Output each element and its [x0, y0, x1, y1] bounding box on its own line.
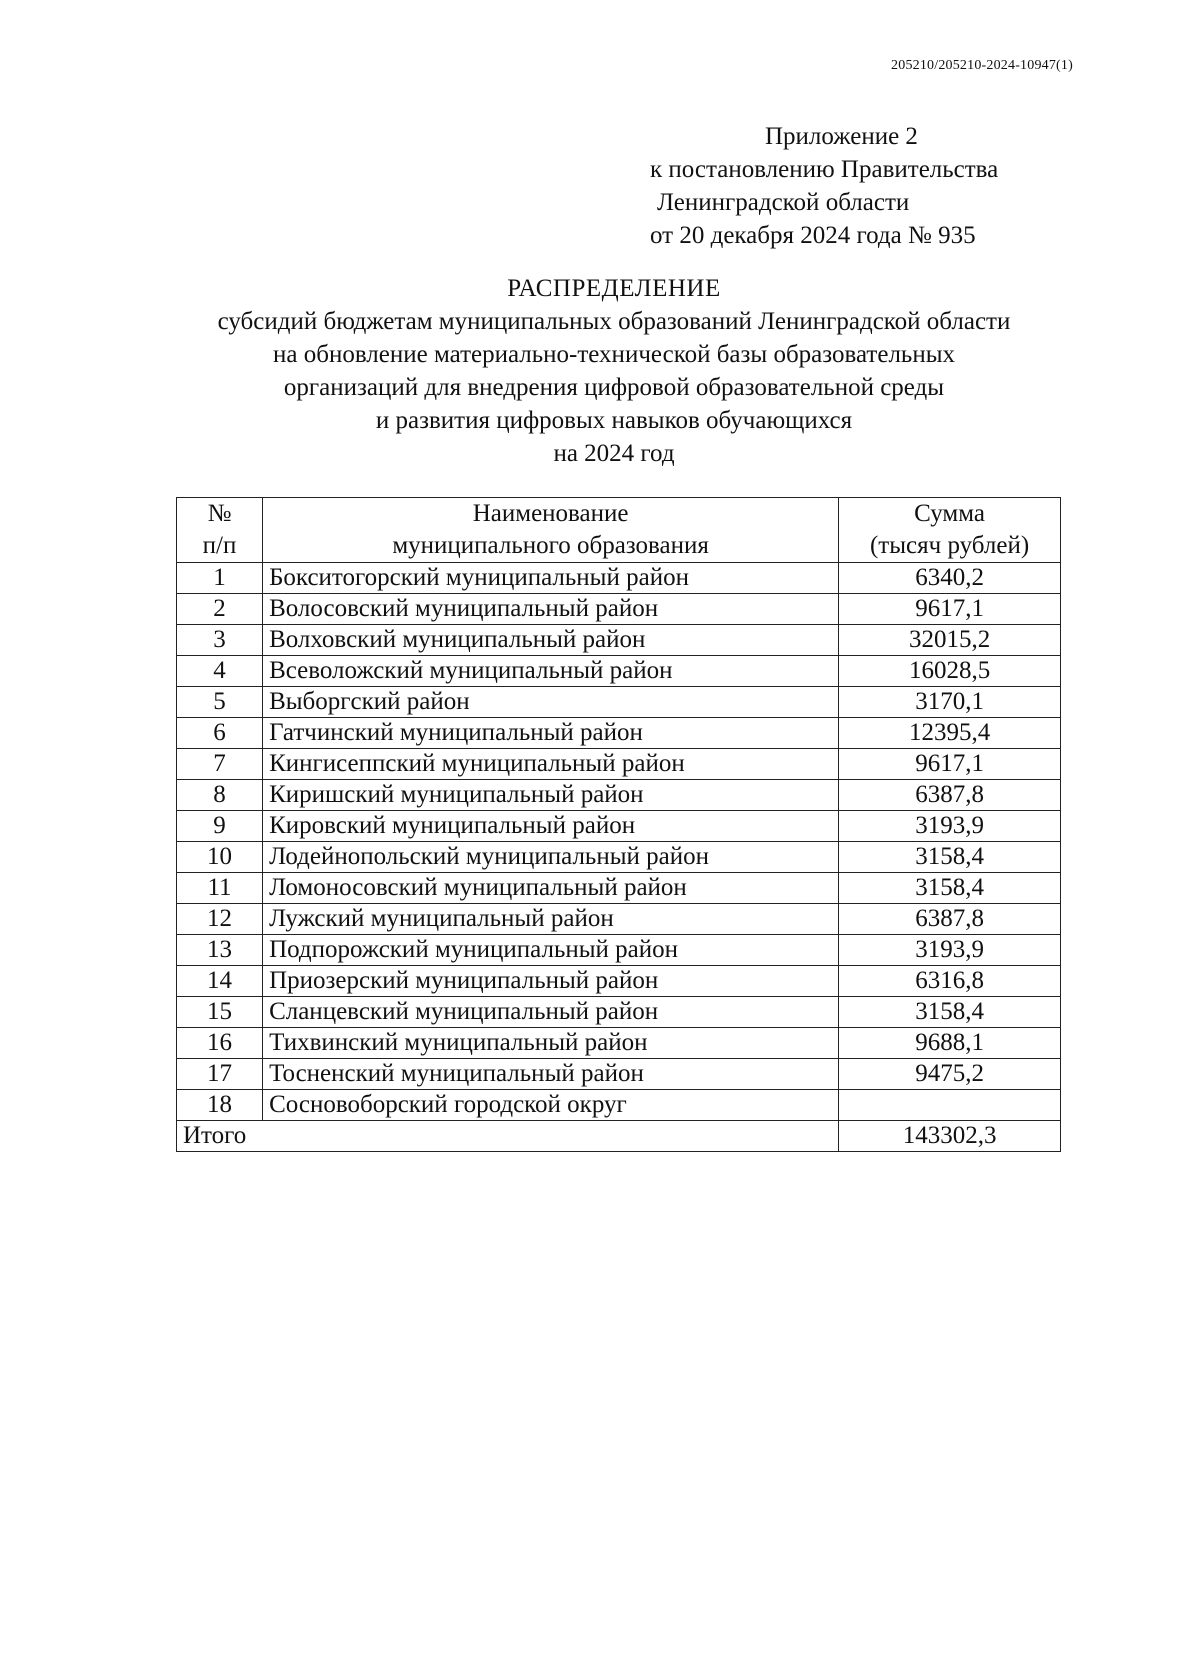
appendix-header: [650, 120, 998, 252]
header-sum-line-2: (тысяч рублей): [869, 532, 1030, 559]
row-name: Киришский муниципальный район: [263, 780, 839, 811]
document-title: [170, 272, 1058, 470]
row-number: 9: [177, 811, 263, 842]
row-number: 6: [177, 718, 263, 749]
title-line-5: на 2024 год: [553, 440, 675, 467]
title-line-1: субсидий бюджетам муниципальных образований Ленинградской области: [217, 308, 1011, 335]
row-sum: 3158,4: [839, 997, 1061, 1028]
row-sum: 6340,2: [839, 563, 1061, 594]
row-sum: [839, 1090, 1061, 1121]
row-name: Волосовский муниципальный район: [263, 594, 839, 625]
header-name-line-2: муниципального образования: [392, 532, 709, 559]
table-row: [177, 625, 1061, 656]
table-row: [177, 594, 1061, 625]
row-sum: 9688,1: [839, 1028, 1061, 1059]
header-number-line-2: п/п: [202, 532, 237, 559]
row-name: Тосненский муниципальный район: [263, 1059, 839, 1090]
title-heading: РАСПРЕДЕЛЕНИЕ: [507, 275, 721, 302]
row-name: Выборгский район: [263, 687, 839, 718]
row-sum: 6387,8: [839, 780, 1061, 811]
row-name: Подпорожский муниципальный район: [263, 935, 839, 966]
row-number: 12: [177, 904, 263, 935]
row-name: Всеволожский муниципальный район: [263, 656, 839, 687]
row-name: Сланцевский муниципальный район: [263, 997, 839, 1028]
row-number: 16: [177, 1028, 263, 1059]
table-row: [177, 997, 1061, 1028]
row-number: 18: [177, 1090, 263, 1121]
row-name: Приозерский муниципальный район: [263, 966, 839, 997]
row-sum: 3158,4: [839, 842, 1061, 873]
row-number: 4: [177, 656, 263, 687]
row-sum: 9617,1: [839, 594, 1061, 625]
row-name: Сосновоборский городской округ: [263, 1090, 839, 1121]
table-row: [177, 687, 1061, 718]
appendix-line-4: от 20 декабря 2024 года № 935: [650, 222, 976, 249]
row-sum: 3158,4: [839, 873, 1061, 904]
distribution-table: [176, 497, 1061, 1152]
header-name: [263, 498, 839, 563]
row-sum: 6316,8: [839, 966, 1061, 997]
row-name: Волховский муниципальный район: [263, 625, 839, 656]
table-row: [177, 1090, 1061, 1121]
header-sum-line-1: Сумма: [914, 500, 985, 527]
table-row: [177, 656, 1061, 687]
row-number: 5: [177, 687, 263, 718]
header-sum: [839, 498, 1061, 563]
table-row: [177, 842, 1061, 873]
row-name: Гатчинский муниципальный район: [263, 718, 839, 749]
table-header-row: [177, 498, 1061, 563]
header-number: [177, 498, 263, 563]
row-number: 11: [177, 873, 263, 904]
row-number: 14: [177, 966, 263, 997]
table-row: [177, 935, 1061, 966]
total-sum: 143302,3: [839, 1121, 1061, 1152]
appendix-line-3: Ленинградской области: [657, 189, 910, 216]
table-row: [177, 966, 1061, 997]
header-number-line-1: №: [207, 500, 232, 527]
header-name-line-1: Наименование: [472, 500, 629, 527]
row-name: Кировский муниципальный район: [263, 811, 839, 842]
total-label: Итого: [177, 1121, 839, 1152]
table-body: [177, 563, 1061, 1121]
table-row: [177, 718, 1061, 749]
title-line-4: и развития цифровых навыков обучающихся: [375, 407, 853, 434]
row-sum: 3193,9: [839, 935, 1061, 966]
row-number: 13: [177, 935, 263, 966]
row-sum: 9617,1: [839, 749, 1061, 780]
table-row: [177, 749, 1061, 780]
table-row: [177, 904, 1061, 935]
row-name: Лодейнопольский муниципальный район: [263, 842, 839, 873]
row-name: Кингисеппский муниципальный район: [263, 749, 839, 780]
table-row: [177, 780, 1061, 811]
row-sum: 12395,4: [839, 718, 1061, 749]
row-number: 8: [177, 780, 263, 811]
table-total-row: [177, 1121, 1061, 1152]
table-row: [177, 1028, 1061, 1059]
title-line-2: на обновление материально-технической базы образовательных: [273, 341, 955, 368]
row-number: 1: [177, 563, 263, 594]
document-reference-number: 205210/205210-2024-10947(1): [891, 58, 1073, 73]
row-sum: 16028,5: [839, 656, 1061, 687]
row-number: 15: [177, 997, 263, 1028]
row-number: 3: [177, 625, 263, 656]
row-name: Ломоносовский муниципальный район: [263, 873, 839, 904]
table-row: [177, 873, 1061, 904]
row-number: 10: [177, 842, 263, 873]
row-name: Бокситогорский муниципальный район: [263, 563, 839, 594]
row-sum: 32015,2: [839, 625, 1061, 656]
appendix-line-1: Приложение 2: [765, 123, 918, 150]
row-number: 17: [177, 1059, 263, 1090]
row-sum: 9475,2: [839, 1059, 1061, 1090]
row-sum: 3193,9: [839, 811, 1061, 842]
table-row: [177, 1059, 1061, 1090]
row-name: Тихвинский муниципальный район: [263, 1028, 839, 1059]
row-number: 7: [177, 749, 263, 780]
table-row: [177, 563, 1061, 594]
table-row: [177, 811, 1061, 842]
row-number: 2: [177, 594, 263, 625]
row-sum: 6387,8: [839, 904, 1061, 935]
row-name: Лужский муниципальный район: [263, 904, 839, 935]
title-line-3: организаций для внедрения цифровой образовательной среды: [283, 374, 945, 401]
row-sum: 3170,1: [839, 687, 1061, 718]
appendix-line-2: к постановлению Правительства: [650, 156, 999, 183]
